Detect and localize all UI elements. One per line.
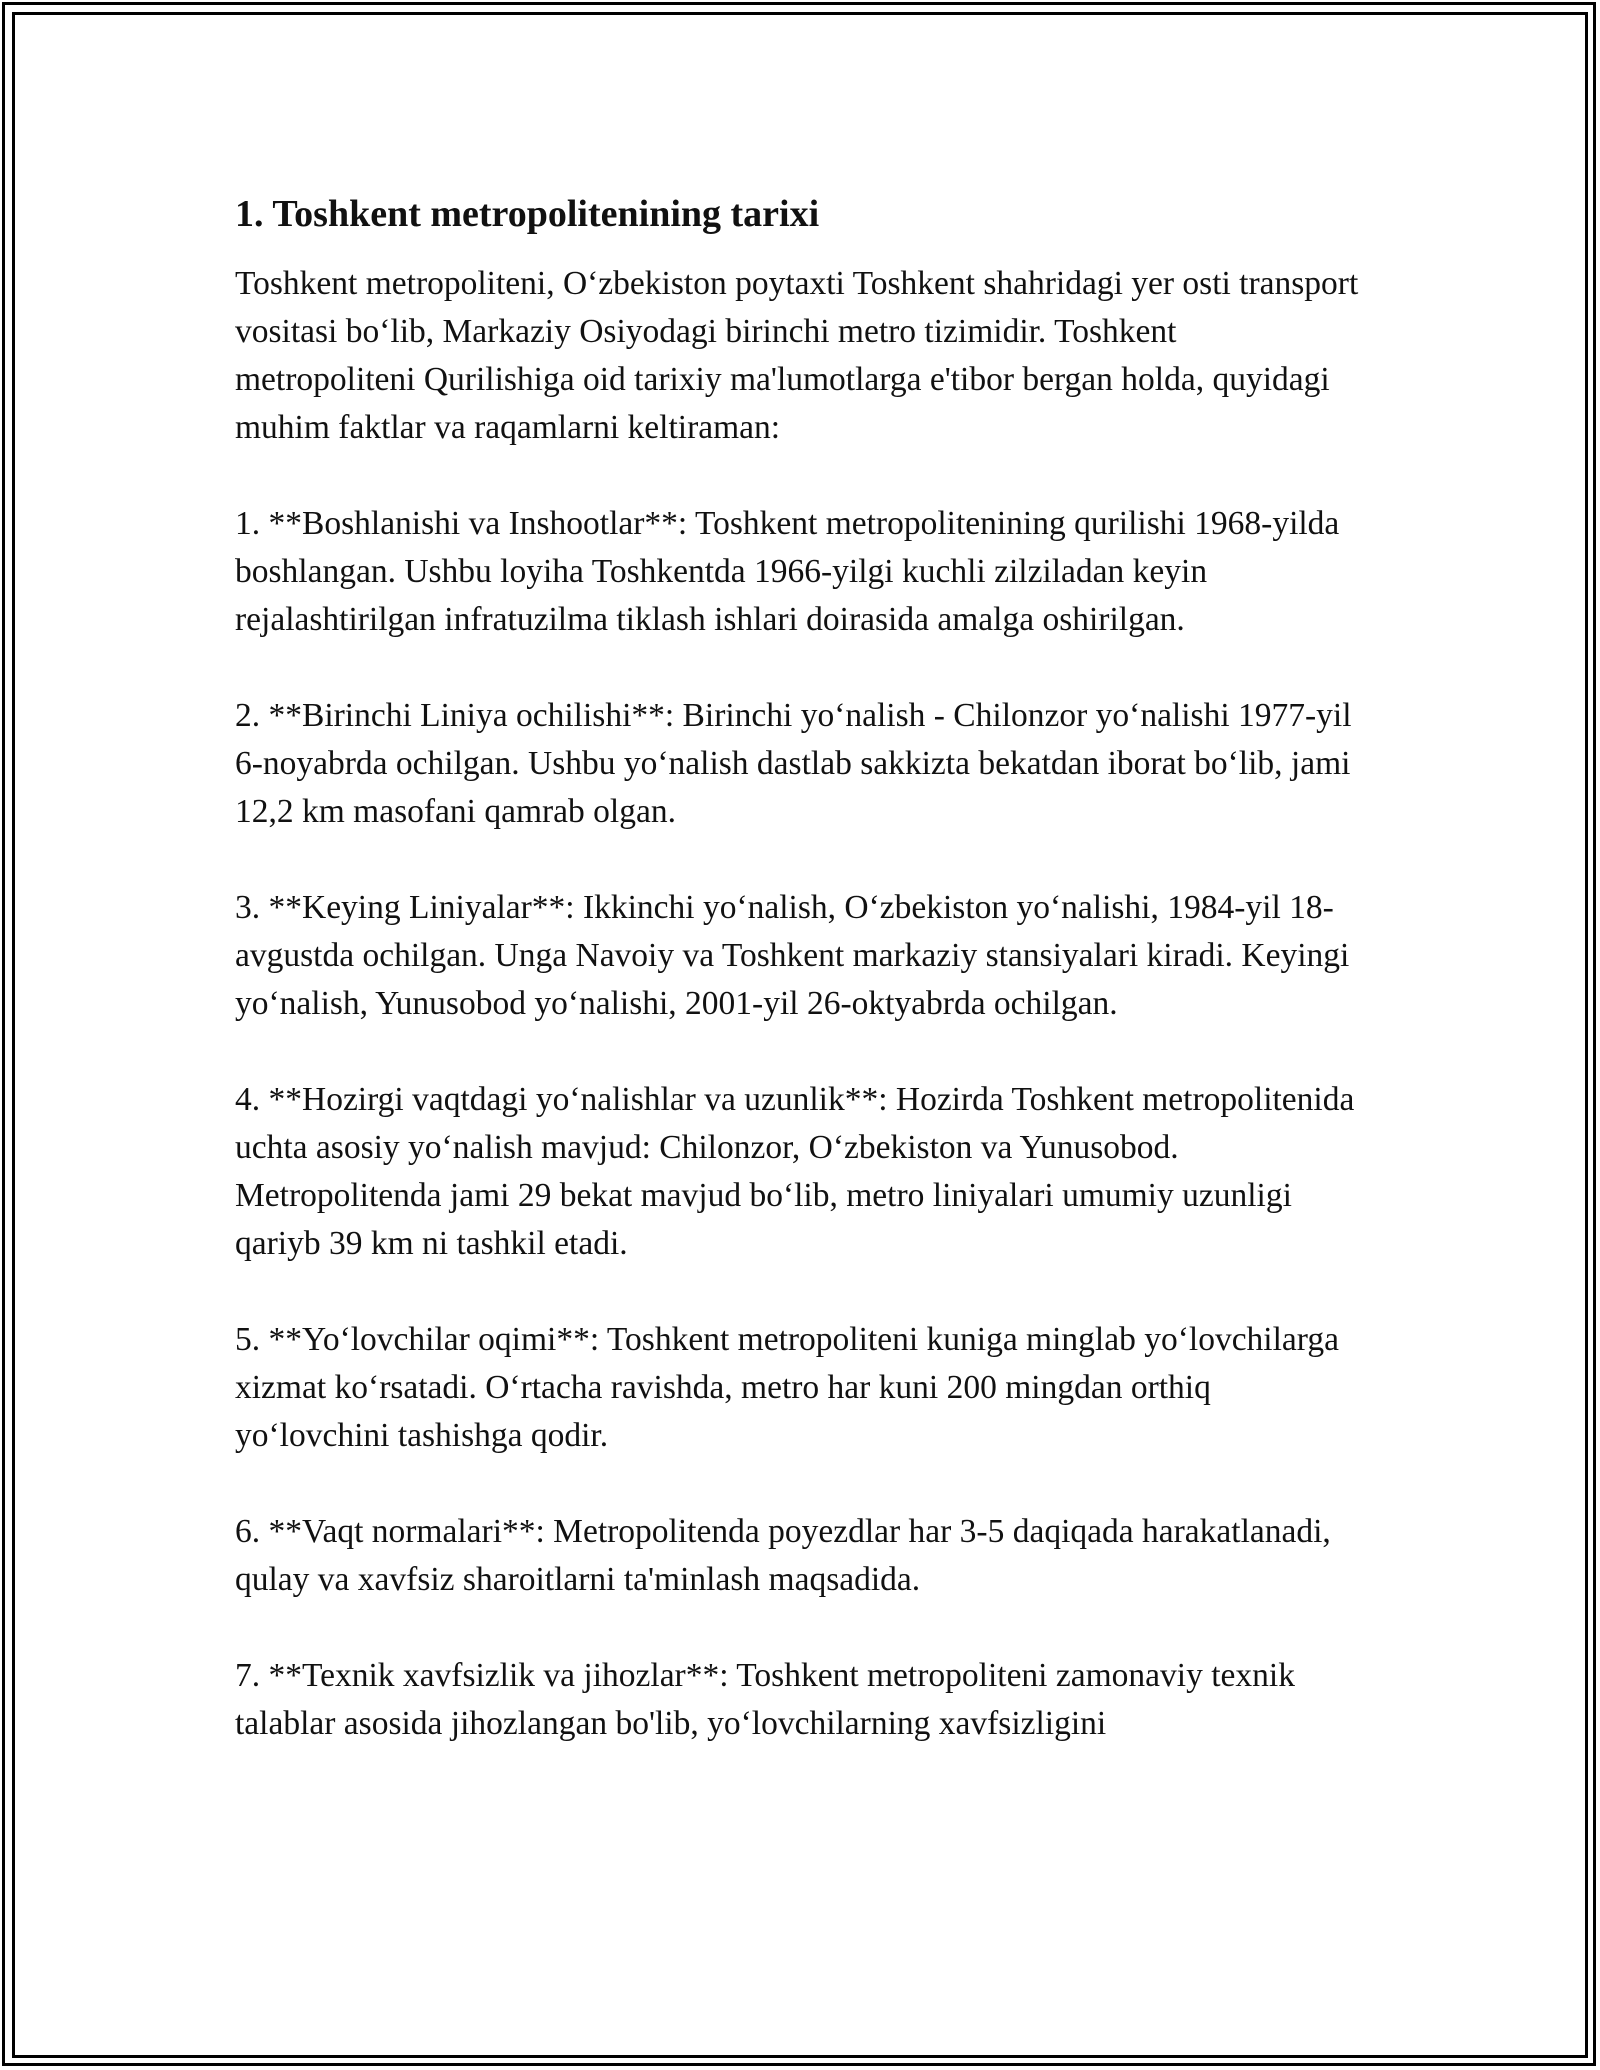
fact-paragraph-5: 5. **Yo‘lovchilar oqimi**: Toshkent metropoliteni kuniga minglab yo‘lovchilarga xizmat ko‘rsatadi. O‘rtacha ravishda, metro har kuni 200 mingdan orthiq yo‘lovchini tashishga qodir.: [235, 1321, 1339, 1454]
intro-paragraph: Toshkent metropoliteni, O‘zbekiston poytaxti Toshkent shahridagi yer osti transport vositasi bo‘lib, Markaziy Osiyodagi birinchi metro tizimidir. Toshkent metropoliteni Qurilishiga oid tarixiy ma'lumotlarga e'tibor bergan holda, quyidagi muhim faktlar va raqamlarni keltiraman:: [235, 265, 1359, 446]
fact-paragraph-1: 1. **Boshlanishi va Inshootlar**: Toshkent metropolitenining qurilishi 1968-yilda boshlangan. Ushbu loyiha Toshkentda 1966-yilgi kuchli zilziladan keyin rejalashtirilgan infratuzilma tiklash ishlari doirasida amalga oshirilgan.: [235, 505, 1340, 638]
section-heading: 1. Toshkent metropolitenining tarixi: [235, 193, 820, 235]
fact-paragraph-6: 6. **Vaqt normalari**: Metropolitenda poyezdlar har 3-5 daqiqada harakatlanadi, qulay va xavfsiz sharoitlarni ta'minlash maqsadida.: [235, 1513, 1331, 1598]
fact-paragraph-3: 3. **Keying Liniyalar**: Ikkinchi yo‘nalish, O‘zbekiston yo‘nalishi, 1984-yil 18-avgustda ochilgan. Unga Navoiy va Toshkent markaziy stansiyalari kiradi. Keyingi yo‘nalish, Yunusobod yo‘nalishi, 2001-yil 26-oktyabrda ochilgan.: [235, 889, 1350, 1022]
fact-paragraph-2: 2. **Birinchi Liniya ochilishi**: Birinchi yo‘nalish - Chilonzor yo‘nalishi 1977-yil 6-noyabrda ochilgan. Ushbu yo‘nalish dastlab sakkizta bekatdan iborat bo‘lib, jami 12,2 km masofani qamrab olgan.: [235, 697, 1352, 830]
document-body: [235, 188, 1365, 1796]
fact-paragraph-4: 4. **Hozirgi vaqtdagi yo‘nalishlar va uzunlik**: Hozirda Toshkent metropolitenida uchta asosiy yo‘nalish mavjud: Chilonzor, O‘zbekiston va Yunusobod. Metropolitenda jami 29 bekat mavjud bo‘lib, metro liniyalari umumiy uzunligi qariyb 39 km ni tashkil etadi.: [235, 1081, 1355, 1262]
fact-paragraph-7: 7. **Texnik xavfsizlik va jihozlar**: Toshkent metropoliteni zamonaviy texnik talablar asosida jihozlangan bo'lib, yo‘lovchilarning xavfsizligini: [235, 1657, 1295, 1742]
